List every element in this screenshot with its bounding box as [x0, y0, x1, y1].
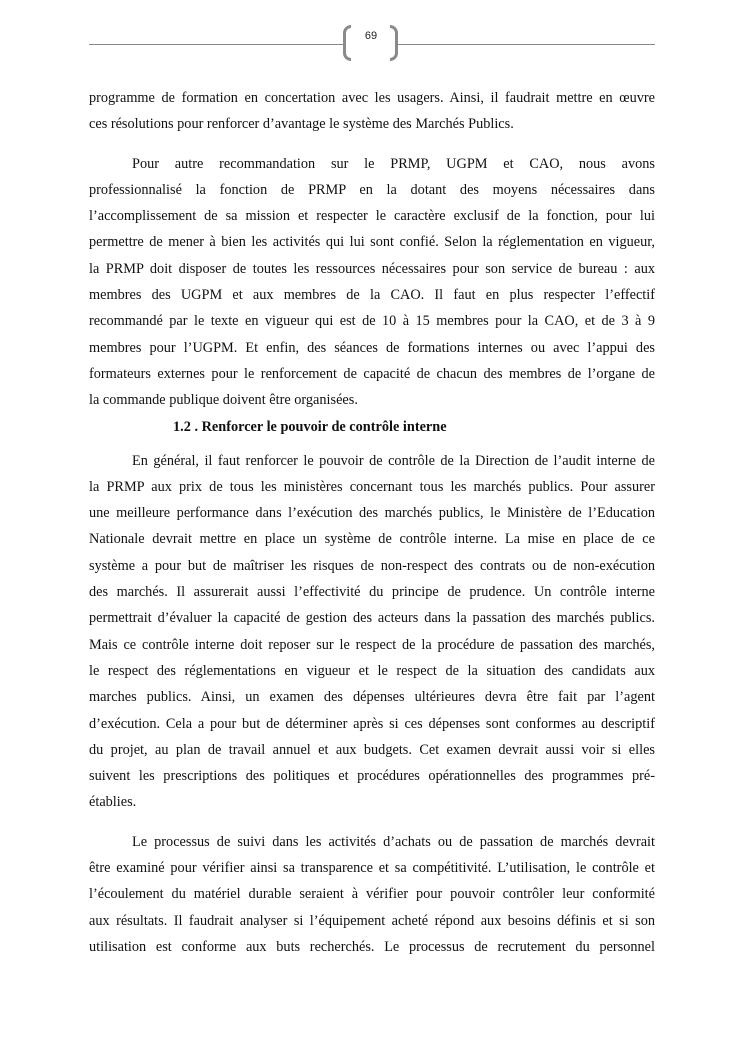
text-line: membres pour l’UGPM. Et enfin, des séances de formations internes ou avec l’appui des	[89, 339, 655, 356]
text-line: En général, il faut renforcer le pouvoir de contrôle de la Direction de l’audit interne de	[132, 452, 655, 469]
text-line: Le processus de suivi dans les activités d’achats ou de passation de marchés devrait	[132, 833, 655, 850]
text-line: d’exécution. Cela a pour but de déterminer après si ces dépenses sont conformes au descriptif	[89, 715, 655, 732]
text-line: la PRMP aux prix de tous les ministères concernant tous les marchés publics. Pour assurer	[89, 478, 655, 495]
paragraph-internal-control	[89, 450, 655, 818]
text-line: la commande publique doivent être organisées.	[89, 392, 358, 409]
text-line: ces résolutions pour renforcer d’avantage le système des Marchés Publics.	[89, 116, 514, 133]
text-line: être examiné pour vérifier ainsi sa transparence et sa compétitivité. L’utilisation, le contrôle et	[89, 860, 655, 877]
page-number: 69	[364, 30, 378, 42]
text-line: recommandé par le texte en vigueur qui est de 10 à 15 membres pour la CAO, et de 3 à 9	[89, 313, 655, 330]
text-line: Nationale devrait mettre en place un système de contrôle interne. La mise en place de ce	[89, 531, 655, 548]
text-line: aux résultats. Il faudrait analyser si l’équipement acheté répond aux besoins définis et si son	[89, 912, 655, 929]
paragraph-monitoring-process	[89, 831, 655, 962]
text-line: permettrait d’évaluer la capacité de gestion des acteurs dans la passation des marchés publics.	[89, 610, 655, 627]
text-line: professionnalisé la fonction de PRMP en la dotant des moyens nécessaires dans	[89, 181, 655, 198]
header-rule-left	[89, 44, 346, 45]
document-body	[89, 87, 655, 962]
text-line: le respect des réglementations en vigueur et le respect de la situation des candidats aux	[89, 662, 655, 679]
text-line: Pour autre recommandation sur le PRMP, UGPM et CAO, nous avons	[132, 155, 655, 172]
text-line: membres des UGPM et aux membres de la CAO. Il faut en plus respecter l’effectif	[89, 287, 655, 304]
left-bracket	[343, 25, 351, 61]
section-heading: 1.2 . Renforcer le pouvoir de contrôle interne	[173, 418, 447, 435]
paragraph-continuation	[89, 87, 655, 140]
header-rule-right	[396, 44, 655, 45]
text-line: l’écoulement du matériel durable seraient à vérifier pour pouvoir contrôler leur conformité	[89, 886, 655, 903]
paragraph-recommendation	[89, 153, 655, 416]
text-line: suivent les prescriptions des politiques et procédures opérationnelles des programmes pré-	[89, 768, 655, 785]
text-line: du projet, au plan de travail annuel et aux budgets. Cet examen devrait aussi voir si elles	[89, 741, 655, 758]
text-line: établies.	[89, 794, 137, 811]
text-line: des marchés. Il assurerait aussi l’effectivité du principe de prudence. Un contrôle interne	[89, 584, 655, 601]
text-line: programme de formation en concertation avec les usagers. Ainsi, il faudrait mettre en œuvre	[89, 90, 655, 106]
text-line: marches publics. Ainsi, un examen des dépenses ultérieures devra être fait par l’agent	[89, 689, 655, 706]
text-line: Mais ce contrôle interne doit reposer sur le respect de la procédure de passation des marchés,	[89, 636, 655, 653]
text-line: une meilleure performance dans l’exécution des marchés publics, le Ministère de l’Education	[89, 505, 655, 522]
right-bracket	[390, 25, 398, 61]
text-line: formateurs externes pour le renforcement de capacité de chacun des membres de l’organe de	[89, 365, 655, 382]
text-line: l’accomplissement de sa mission et respecter le caractère exclusif de la fonction, pour lui	[89, 208, 655, 225]
text-line: permettre de mener à bien les activités qui lui sont confié. Selon la réglementation en vigueur,	[89, 234, 655, 251]
text-line: la PRMP doit disposer de toutes les ressources nécessaires pour son service de bureau : aux	[89, 260, 655, 277]
text-line: système a pour but de maîtriser les risques de non-respect des contrats ou de non-exécution	[89, 557, 655, 574]
text-line: utilisation est conforme aux buts recherchés. Le processus de recrutement du personnel	[89, 938, 655, 955]
